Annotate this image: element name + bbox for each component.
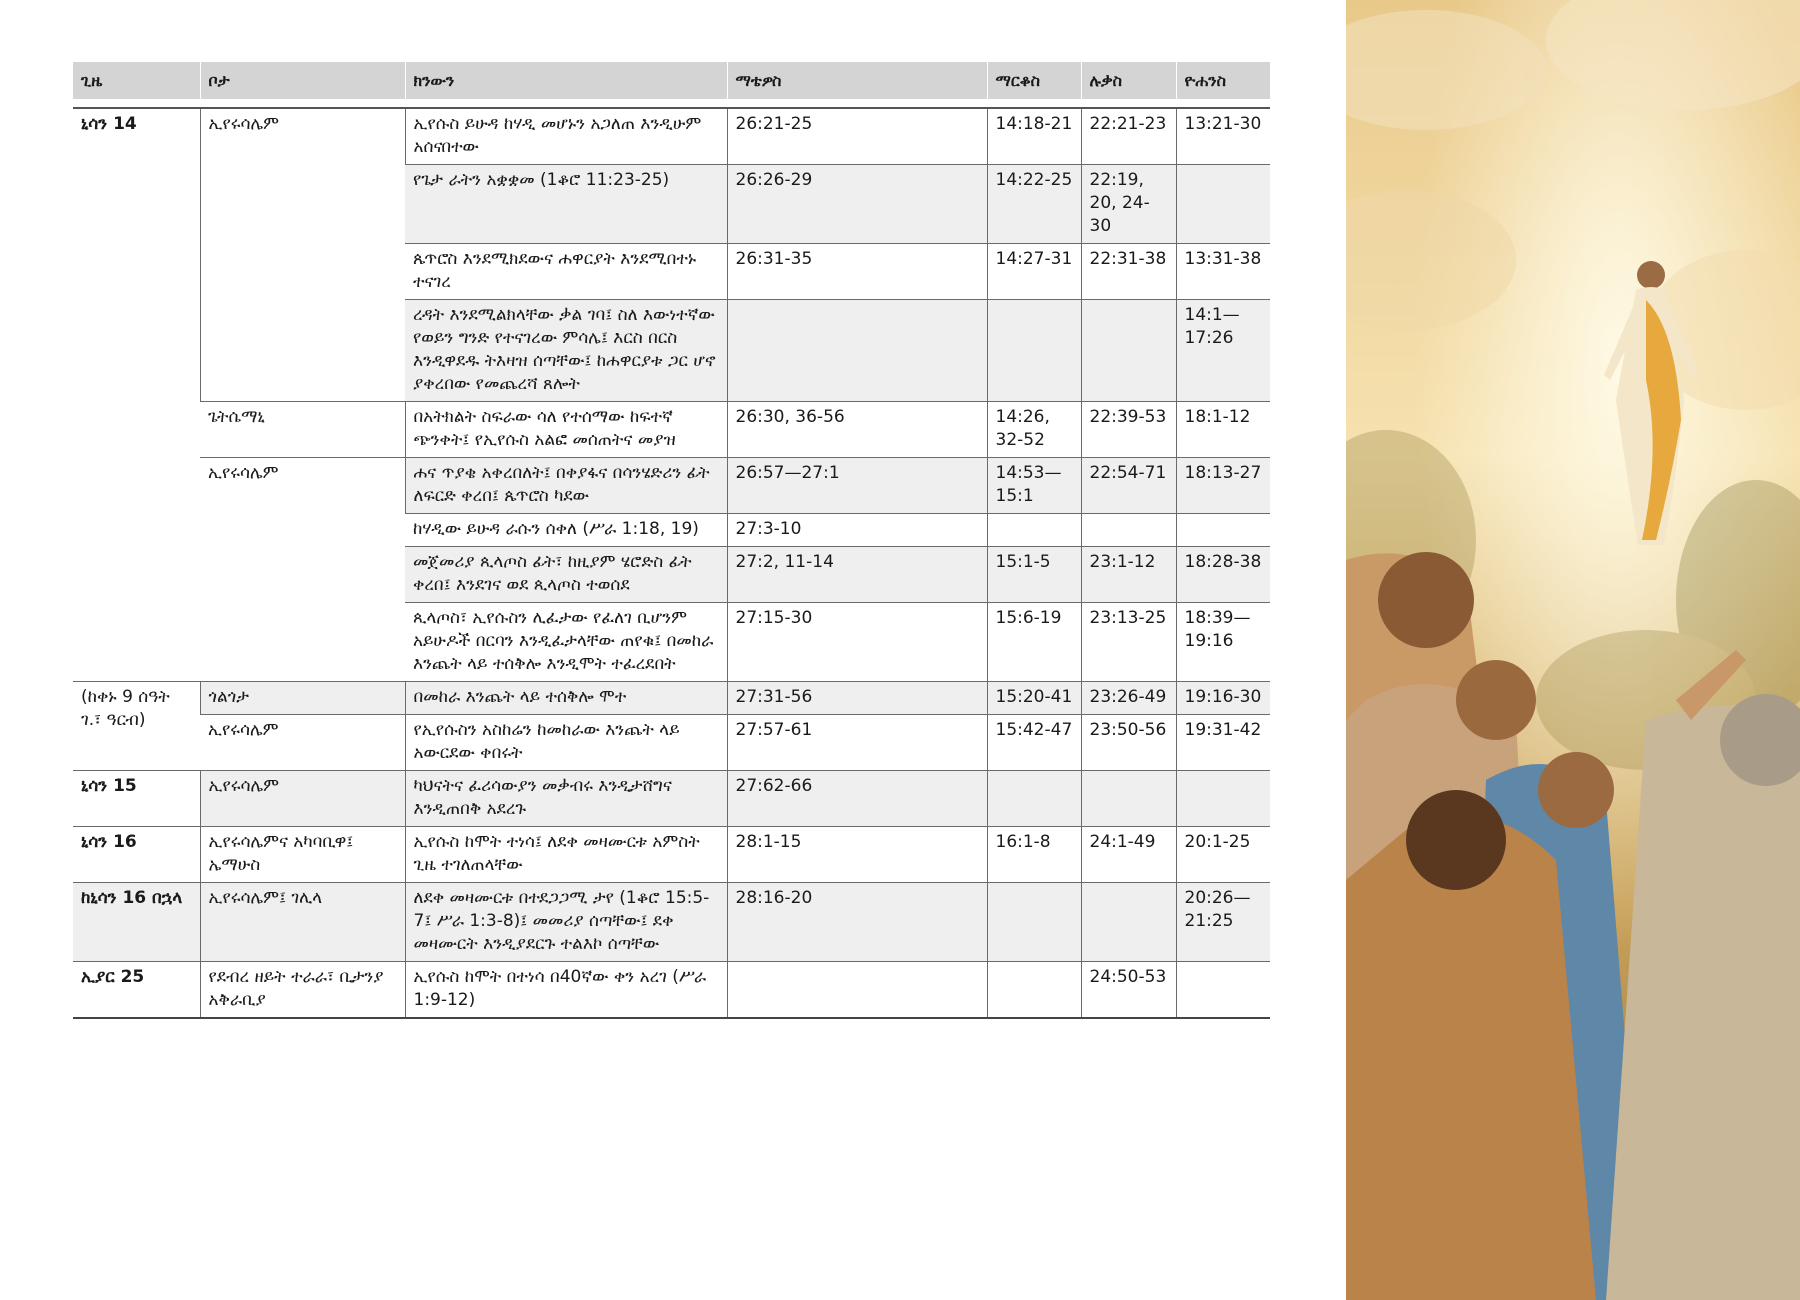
table-row <box>73 108 1270 165</box>
mark-cell: 15:42-47 <box>987 715 1081 771</box>
event-cell: ኢየሱስ ይሁዳ ከሃዲ መሆኑን አጋለጠ እንዲሁም አሰናበተው <box>405 108 727 165</box>
place-cell: ኢየሩሳሌም <box>200 108 405 402</box>
event-cell: የኢየሱስን አስከሬን ከመከራው እንጨት ላይ አውርደው ቀበሩት <box>405 715 727 771</box>
matthew-cell <box>727 962 987 1019</box>
mark-cell: 15:6-19 <box>987 603 1081 682</box>
event-cell: ለደቀ መዛሙርቱ በተደጋጋሚ ታየ (1ቆሮ 15:5-7፤ ሥራ 1:3-8)፤ መመሪያ ሰጣቸው፤ ደቀ መዛሙርት እንዲያደርጉ ተልእኮ ሰጣቸው <box>405 883 727 962</box>
mark-cell: 14:18-21 <box>987 108 1081 165</box>
john-cell: 14:1—17:26 <box>1176 300 1270 402</box>
date-cell: ኒሳን 15 <box>73 771 200 827</box>
event-cell: ኢየሱስ ከሞት በተነሳ በ40ኛው ቀን አረገ (ሥራ 1:9-12) <box>405 962 727 1019</box>
luke-cell: 23:26-49 <box>1081 682 1176 715</box>
table-row <box>73 883 1270 962</box>
place-cell: ኢየሩሳሌምና አካባቢዋ፤ ኤማሁስ <box>200 827 405 883</box>
date-cell: ኒሳን 14 <box>73 108 200 682</box>
luke-cell: 22:19, 20, 24-30 <box>1081 165 1176 244</box>
john-cell: 13:31-38 <box>1176 244 1270 300</box>
date-cell: ኒሳን 16 <box>73 827 200 883</box>
mark-cell: 14:26, 32-52 <box>987 402 1081 458</box>
mark-cell: 16:1-8 <box>987 827 1081 883</box>
matthew-cell: 28:1-15 <box>727 827 987 883</box>
event-cell: ረዳት እንደሚልክላቸው ቃል ገባ፤ ስለ እውነተኛው የወይን ግንድ የተናገረው ምሳሌ፤ እርስ በርስ እንዲዋደዱ ትእዛዝ ሰጣቸው፤ ከሐዋርያቱ ጋር ሆኖ ያቀረበው የመጨረሻ ጸሎት <box>405 300 727 402</box>
luke-cell: 23:1-12 <box>1081 547 1176 603</box>
mark-cell: 14:53—15:1 <box>987 458 1081 514</box>
place-cell: የደብረ ዘይት ተራራ፣ ቢታንያ አቅራቢያ <box>200 962 405 1019</box>
luke-cell: 23:50-56 <box>1081 715 1176 771</box>
john-cell: 18:28-38 <box>1176 547 1270 603</box>
luke-cell <box>1081 771 1176 827</box>
john-cell <box>1176 962 1270 1019</box>
mark-cell <box>987 883 1081 962</box>
matthew-cell: 26:30, 36-56 <box>727 402 987 458</box>
ascension-illustration <box>1346 0 1800 1300</box>
matthew-cell: 27:15-30 <box>727 603 987 682</box>
john-cell: 20:26—21:25 <box>1176 883 1270 962</box>
table-row <box>73 962 1270 1019</box>
event-cell: ከሃዲው ይሁዳ ራሱን ሰቀለ (ሥራ 1:18, 19) <box>405 514 727 547</box>
header-event: ክንውን <box>405 62 727 99</box>
table-row <box>73 771 1270 827</box>
header-place: ቦታ <box>200 62 405 99</box>
john-cell: 20:1-25 <box>1176 827 1270 883</box>
illustration-svg <box>1346 0 1800 1300</box>
event-cell: መጀመሪያ ጲላጦስ ፊት፣ ከዚያም ሄሮድስ ፊት ቀረበ፤ እንደገና ወደ ጲላጦስ ተወሰደ <box>405 547 727 603</box>
event-cell: ካህናትና ፈሪሳውያን መቃብሩ እንዲታሸግና እንዲጠበቅ አደረጉ <box>405 771 727 827</box>
matthew-cell: 28:16-20 <box>727 883 987 962</box>
matthew-cell: 27:57-61 <box>727 715 987 771</box>
mark-cell: 14:27-31 <box>987 244 1081 300</box>
header-row <box>73 62 1270 99</box>
luke-cell: 24:1-49 <box>1081 827 1176 883</box>
john-cell <box>1176 771 1270 827</box>
luke-cell <box>1081 883 1176 962</box>
mark-cell: 15:1-5 <box>987 547 1081 603</box>
john-cell: 19:31-42 <box>1176 715 1270 771</box>
event-cell: ጲላጦስ፣ ኢየሱስን ሊፈታው የፈለገ ቢሆንም አይሁዶች በርባን እንዲፈታላቸው ጠየቁ፤ በመከራ እንጨት ላይ ተሰቅሎ እንዲሞት ተፈረደበት <box>405 603 727 682</box>
matthew-cell: 26:26-29 <box>727 165 987 244</box>
place-cell: ኢየሩሳሌም፤ ገሊላ <box>200 883 405 962</box>
header-john: ዮሐንስ <box>1176 62 1270 99</box>
date-cell: ኢያር 25 <box>73 962 200 1019</box>
matthew-cell <box>727 300 987 402</box>
luke-cell: 22:21-23 <box>1081 108 1176 165</box>
table-row <box>73 458 1270 514</box>
matthew-cell: 26:21-25 <box>727 108 987 165</box>
luke-cell: 23:13-25 <box>1081 603 1176 682</box>
luke-cell <box>1081 514 1176 547</box>
table-row <box>73 682 1270 715</box>
table-row <box>73 715 1270 771</box>
matthew-cell: 27:3-10 <box>727 514 987 547</box>
john-cell: 18:13-27 <box>1176 458 1270 514</box>
event-cell: የጌታ ራትን አቋቋመ (1ቆሮ 11:23-25) <box>405 165 727 244</box>
mark-cell <box>987 962 1081 1019</box>
mark-cell <box>987 514 1081 547</box>
place-cell: ኢየሩሳሌም <box>200 715 405 771</box>
place-cell: ጌትሴማኒ <box>200 402 405 458</box>
place-cell: ኢየሩሳሌም <box>200 771 405 827</box>
header-matthew: ማቴዎስ <box>727 62 987 99</box>
table-row <box>73 827 1270 883</box>
luke-cell <box>1081 300 1176 402</box>
mark-cell <box>987 300 1081 402</box>
john-cell <box>1176 514 1270 547</box>
luke-cell: 22:54-71 <box>1081 458 1176 514</box>
mark-cell <box>987 771 1081 827</box>
john-cell: 18:39—19:16 <box>1176 603 1270 682</box>
chronology-table <box>73 62 1270 1019</box>
header-time: ጊዜ <box>73 62 200 99</box>
event-cell: በመከራ እንጨት ላይ ተሰቅሎ ሞተ <box>405 682 727 715</box>
header-mark: ማርቆስ <box>987 62 1081 99</box>
john-cell <box>1176 165 1270 244</box>
luke-cell: 22:31-38 <box>1081 244 1176 300</box>
matthew-cell: 26:31-35 <box>727 244 987 300</box>
event-cell: ጴጥሮስ እንደሚክደውና ሐዋርያት እንደሚበተኑ ተናገረ <box>405 244 727 300</box>
place-cell: ኢየሩሳሌም <box>200 458 405 682</box>
luke-cell: 24:50-53 <box>1081 962 1176 1019</box>
matthew-cell: 27:62-66 <box>727 771 987 827</box>
date-cell: ከኒሳን 16 በኋላ <box>73 883 200 962</box>
john-cell: 13:21-30 <box>1176 108 1270 165</box>
table-row <box>73 402 1270 458</box>
event-cell: ኢየሱስ ከሞት ተነሳ፤ ለደቀ መዛሙርቱ አምስት ጊዜ ተገለጠላቸው <box>405 827 727 883</box>
place-cell: ጎልጎታ <box>200 682 405 715</box>
mark-cell: 15:20-41 <box>987 682 1081 715</box>
matthew-cell: 27:2, 11-14 <box>727 547 987 603</box>
mark-cell: 14:22-25 <box>987 165 1081 244</box>
event-cell: በአትክልት ስፍራው ሳለ የተሰማው ከፍተኛ ጭንቀት፤ የኢየሱስ አልፎ መሰጠትና መያዝ <box>405 402 727 458</box>
matthew-cell: 26:57—27:1 <box>727 458 987 514</box>
john-cell: 19:16-30 <box>1176 682 1270 715</box>
event-cell: ሐና ጥያቄ አቀረበለት፤ በቀያፋና በሳንሄድሪን ፊት ለፍርድ ቀረበ፤ ጴጥሮስ ካደው <box>405 458 727 514</box>
matthew-cell: 27:31-56 <box>727 682 987 715</box>
luke-cell: 22:39-53 <box>1081 402 1176 458</box>
header-luke: ሉቃስ <box>1081 62 1176 99</box>
john-cell: 18:1-12 <box>1176 402 1270 458</box>
date-cell: (ከቀኑ 9 ሰዓት ገ.፣ ዓርብ) <box>73 682 200 771</box>
